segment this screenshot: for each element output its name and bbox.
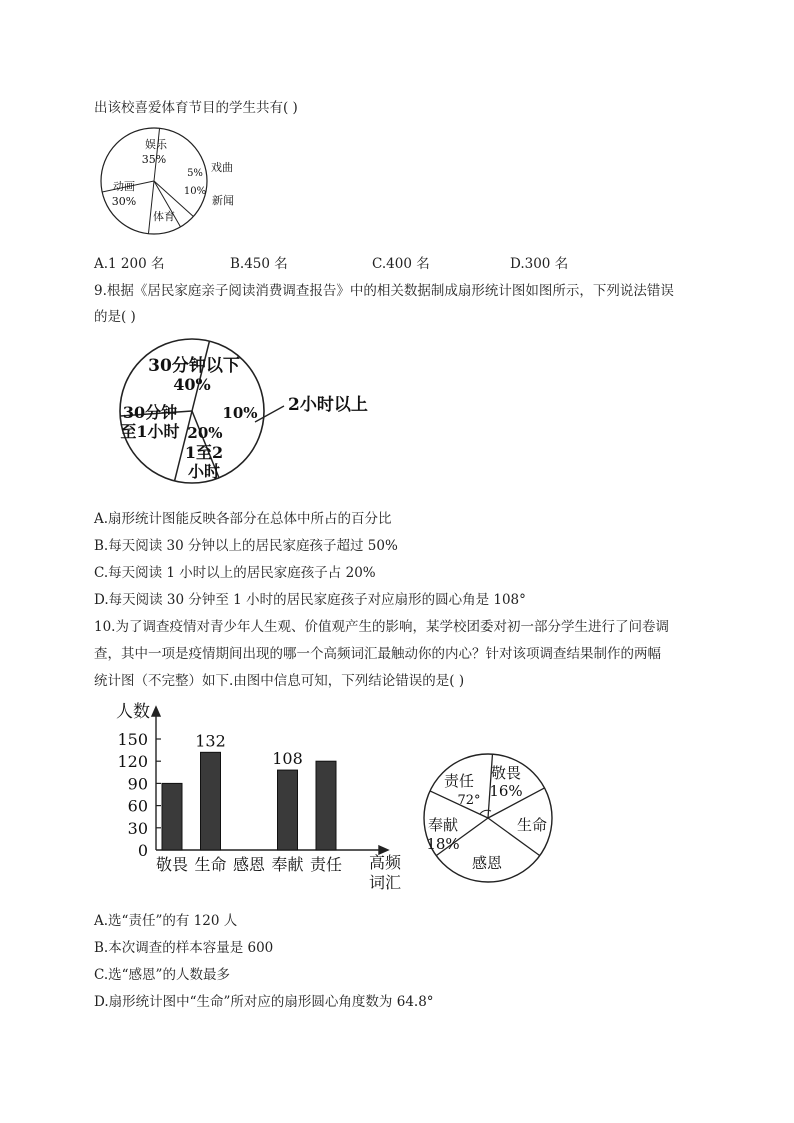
q8-stem: 出该校喜爱体育节目的学生共有( )	[94, 100, 298, 116]
pie-pct-fengxian: 18%	[426, 835, 460, 853]
q9-label-s4-line1: 30分钟	[122, 403, 178, 422]
bar-ytick-label-150: 150	[117, 730, 148, 749]
q10-stem-line2: 查，其中一项是疫情期间出现的哪一个高频词汇最触动你的内心？针对该项调查结果制作的两幅	[94, 646, 661, 662]
q10-option-b[interactable]: B.本次调查的样本容量是 600	[94, 940, 274, 956]
q10-option-c[interactable]: C.选“感恩”的人数最多	[94, 967, 230, 983]
q9-stem-line2: 的是( )	[94, 309, 136, 325]
q8-label-xiqu: 戏曲	[211, 161, 233, 174]
q8-option-c[interactable]: C.400 名	[372, 256, 430, 272]
bar-ytick-label-0: 0	[137, 841, 148, 860]
bar-ytick-label-30: 30	[127, 818, 148, 838]
q8-label-donghua: 动画	[113, 180, 135, 193]
q8-label-yule: 娱乐	[145, 138, 167, 151]
bar-xlabel-line1: 高频	[369, 853, 402, 872]
q9-pct-s2: 10%	[222, 404, 258, 422]
q8-pct-xinwen: 10%	[183, 186, 207, 197]
bar-ytick-label-60: 60	[127, 796, 148, 816]
q9-label-s3-line2: 小时	[187, 462, 221, 481]
pie-label-jingwei: 敬畏	[490, 764, 522, 782]
q9-pct-s3: 20%	[187, 424, 223, 442]
q10-option-d[interactable]: D.扇形统计图中“生命”所对应的扇形圆心角度数为 64.8°	[94, 994, 434, 1010]
q8-pie-divider-3	[148, 181, 154, 234]
bar-ytick-label-90: 90	[127, 774, 148, 794]
q8-option-a[interactable]: A.1 200 名	[94, 256, 165, 272]
bar-1	[201, 752, 221, 850]
q8-pie-chart	[94, 124, 254, 244]
bar-value-label-1: 132	[195, 731, 226, 751]
q8-pct-donghua: 30%	[111, 195, 137, 208]
bar-4	[316, 761, 336, 850]
q9-option-a[interactable]: A.扇形统计图能反映各部分在总体中所占的百分比	[94, 511, 392, 527]
q8-label-xinwen: 新闻	[212, 194, 234, 207]
bar-category-3: 奉献	[271, 855, 304, 874]
bar-xlabel-line2: 词汇	[369, 873, 402, 892]
pie-label-fengxian: 奉献	[427, 816, 459, 834]
q8-pct-xiqu: 5%	[187, 168, 203, 179]
q9-label-s1: 30分钟以下	[148, 356, 240, 376]
q9-label-s3-line1: 1至2	[184, 443, 224, 462]
q9-option-b[interactable]: B.每天阅读 30 分钟以上的居民家庭孩子超过 50%	[94, 538, 398, 554]
pie-label-shengming: 生命	[516, 816, 548, 834]
bar-3	[278, 770, 298, 850]
bar-0	[162, 783, 182, 850]
q8-option-b[interactable]: B.450 名	[230, 256, 288, 272]
q9-label-s4-line2: 至1小时	[120, 422, 180, 441]
pie-label-ganen: 感恩	[471, 854, 503, 872]
q9-option-d[interactable]: D.每天阅读 30 分钟至 1 小时的居民家庭孩子对应扇形的圆心角是 108°	[94, 592, 526, 608]
bar-ylabel: 人数	[116, 702, 150, 722]
q9-pct-s1: 40%	[173, 375, 211, 394]
pie-pct-jingwei: 16%	[489, 782, 523, 800]
q8-option-d[interactable]: D.300 名	[510, 256, 569, 272]
q10-stem-line3: 统计图（不完整）如下.由图中信息可知，下列结论错误的是( )	[94, 673, 465, 689]
q10-bar-chart	[94, 696, 414, 896]
pie-angle-zeren: 72°	[457, 793, 481, 808]
bar-y-arrow	[152, 707, 160, 716]
q8-label-tiyu: 体育	[153, 210, 175, 223]
q9-pie-chart	[106, 338, 396, 488]
bar-category-0: 敬畏	[155, 855, 189, 874]
q9-callout-s2: 2小时以上	[288, 395, 368, 415]
q10-stem-line1: 10.为了调查疫情对青少年人生观、价值观产生的影响，某学校团委对初一部分学生进行了问卷调	[94, 619, 669, 635]
q8-pct-yule: 35%	[141, 153, 167, 166]
bar-category-2: 感恩	[232, 855, 266, 874]
bar-category-4: 责任	[309, 855, 343, 874]
q10-pie-chart	[412, 748, 562, 898]
q9-stem-line1: 9.根据《居民家庭亲子阅读消费调查报告》中的相关数据制成扇形统计图如图所示，下列说法错误	[94, 283, 674, 299]
pie-label-zeren: 责任	[443, 772, 475, 790]
bar-value-label-3: 108	[272, 749, 303, 769]
q9-option-c[interactable]: C.每天阅读 1 小时以上的居民家庭孩子占 20%	[94, 565, 376, 581]
bar-ytick-label-120: 120	[117, 752, 148, 772]
q10-option-a[interactable]: A.选“责任”的有 120 人	[94, 913, 238, 929]
bar-category-1: 生命	[194, 855, 227, 874]
